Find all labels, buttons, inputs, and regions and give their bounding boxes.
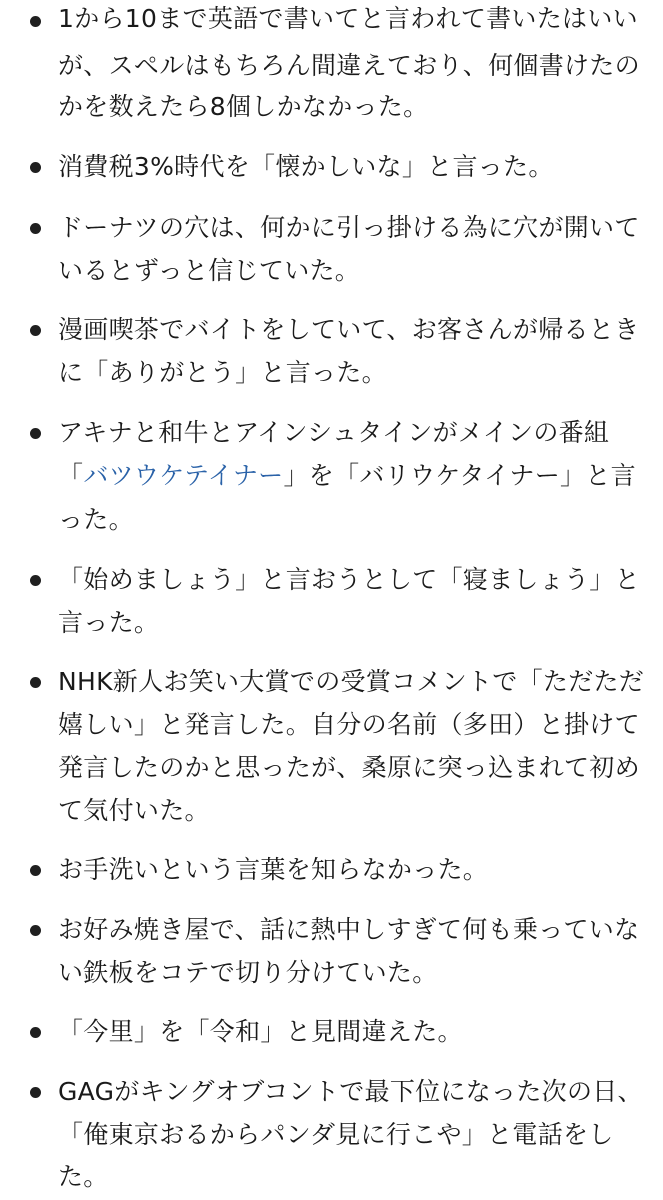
list-item-text: 「始めましょう」と言おうとして「寝ましょう」と [58,565,640,594]
list-item-text: いるとずっと信じていた。 [58,256,361,285]
list-item-text [58,453,636,499]
list-item-text: 言った。 [58,608,160,637]
list-item-text: い鉄板をコテで切り分けていた。 [58,958,438,987]
bullet-dot [30,677,41,688]
list-item-text: 漫画喫茶でバイトをしていて、お客さんが帰るとき [58,315,640,344]
list-item-text: アキナと和牛とアインシュタインがメインの番組 [58,418,610,447]
bullet-dot [30,16,41,27]
list-item-text: に「ありがとう」と言った。 [58,358,387,387]
quote-rest: 」を「バリウケタイナー」と言 [283,461,636,490]
bullet-dot [30,325,41,336]
list-item-text: が、スペルはもちろん間違えており、何個書けたの [58,51,640,80]
list-item-text: GAGがキングオブコントで最下位になった次の日、 [58,1077,643,1106]
list-item-text: 嬉しい」と発言した。自分の名前（多田）と掛けて [58,710,640,739]
list-item-text: った。 [58,505,134,534]
bullet-dot [30,428,41,439]
list-item-text: 「俺東京おるからパンダ見に行こや」と電話をし [58,1120,614,1149]
bullet-dot [30,575,41,586]
list-item-text: 消費税3%時代を「懐かしいな」と言った。 [58,152,554,181]
list-item-text: て気付いた。 [58,796,210,825]
bullet-dot [30,1027,41,1038]
bullet-dot [30,162,41,173]
quote-open: 「 [58,461,84,490]
list-item-text: 発言したのかと思ったが、桑原に突っ込まれて初め [58,753,640,782]
list-item-text: 1から10まで英語で書いてと言われて書いたはいい [58,4,638,33]
bullet-dot [30,865,41,876]
bullet-dot [30,925,41,936]
list-item-text: 「今里」を「令和」と見間違えた。 [58,1017,463,1046]
bullet-dot [30,1087,41,1098]
bullet-dot [30,223,41,234]
list-item-text: お手洗いという言葉を知らなかった。 [58,855,489,884]
program-link[interactable]: バツウケテイナー [83,461,284,490]
list-item-text: ドーナツの穴は、何かに引っ掛ける為に穴が開いて [58,213,640,242]
list-item-text: NHK新人お笑い大賞での受賞コメントで「ただただ [58,667,645,696]
list-item-text: た。 [58,1162,109,1191]
list-item-text: かを数えたら8個しかなかった。 [58,92,429,121]
list-item-text: お好み焼き屋で、話に熱中しすぎて何も乗っていな [58,915,640,944]
